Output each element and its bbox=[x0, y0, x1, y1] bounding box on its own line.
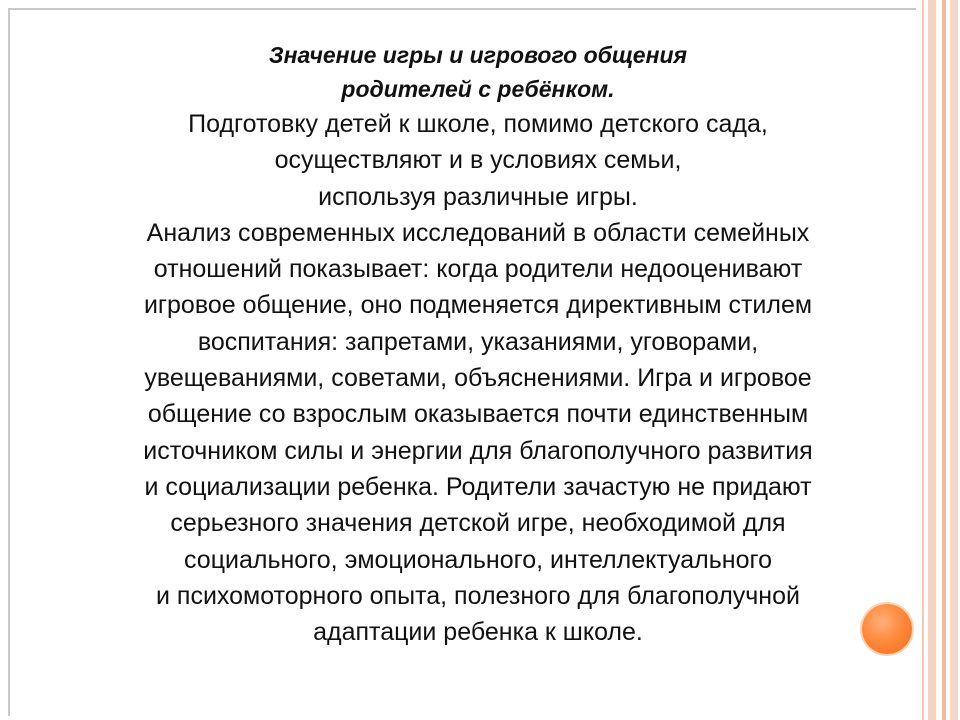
title-line-2: родителей с ребёнком. bbox=[341, 76, 615, 102]
body-line: увещеваниями, советами, объяснениями. Игра и игровое bbox=[144, 364, 812, 393]
stripe bbox=[928, 0, 936, 720]
body-line: серьезного значения детской игре, необходимой для bbox=[170, 509, 786, 538]
title-line-1: Значение игры и игрового общения bbox=[268, 42, 688, 68]
stripe bbox=[942, 0, 946, 720]
body-line: Подготовку детей к школе, помимо детского сада, bbox=[188, 110, 768, 138]
body-line: адаптации ребенка к школе. bbox=[313, 618, 643, 647]
body-line: осуществляют и в условиях семьи, bbox=[274, 146, 682, 175]
slide-title bbox=[40, 38, 916, 106]
body-line: используя различные игры. bbox=[318, 182, 638, 211]
orange-circle-icon bbox=[862, 604, 912, 654]
decorative-stripes bbox=[916, 0, 960, 720]
body-line: и социализации ребенка. Родители зачастую не придают bbox=[144, 472, 812, 501]
body-line: воспитания: запретами, указаниями, уговорами, bbox=[197, 327, 759, 356]
slide-content bbox=[40, 38, 916, 650]
stripe bbox=[950, 0, 958, 720]
body-line: общение со взрослым оказывается почти единственным bbox=[147, 400, 809, 429]
body-line: и психомоторного опыта, полезного для благополучной bbox=[156, 581, 800, 610]
body-line: социального, эмоционального, интеллектуального bbox=[184, 545, 772, 574]
body-line: источником силы и энергии для благополучного развития bbox=[143, 436, 813, 465]
body-line: игровое общение, оно подменяется директивным стилем bbox=[143, 291, 813, 320]
stripe bbox=[922, 0, 924, 720]
body-line: отношений показывает: когда родители недооценивают bbox=[153, 255, 803, 284]
body-line: Анализ современных исследований в области семейных bbox=[146, 218, 810, 247]
slide-body bbox=[40, 106, 916, 650]
